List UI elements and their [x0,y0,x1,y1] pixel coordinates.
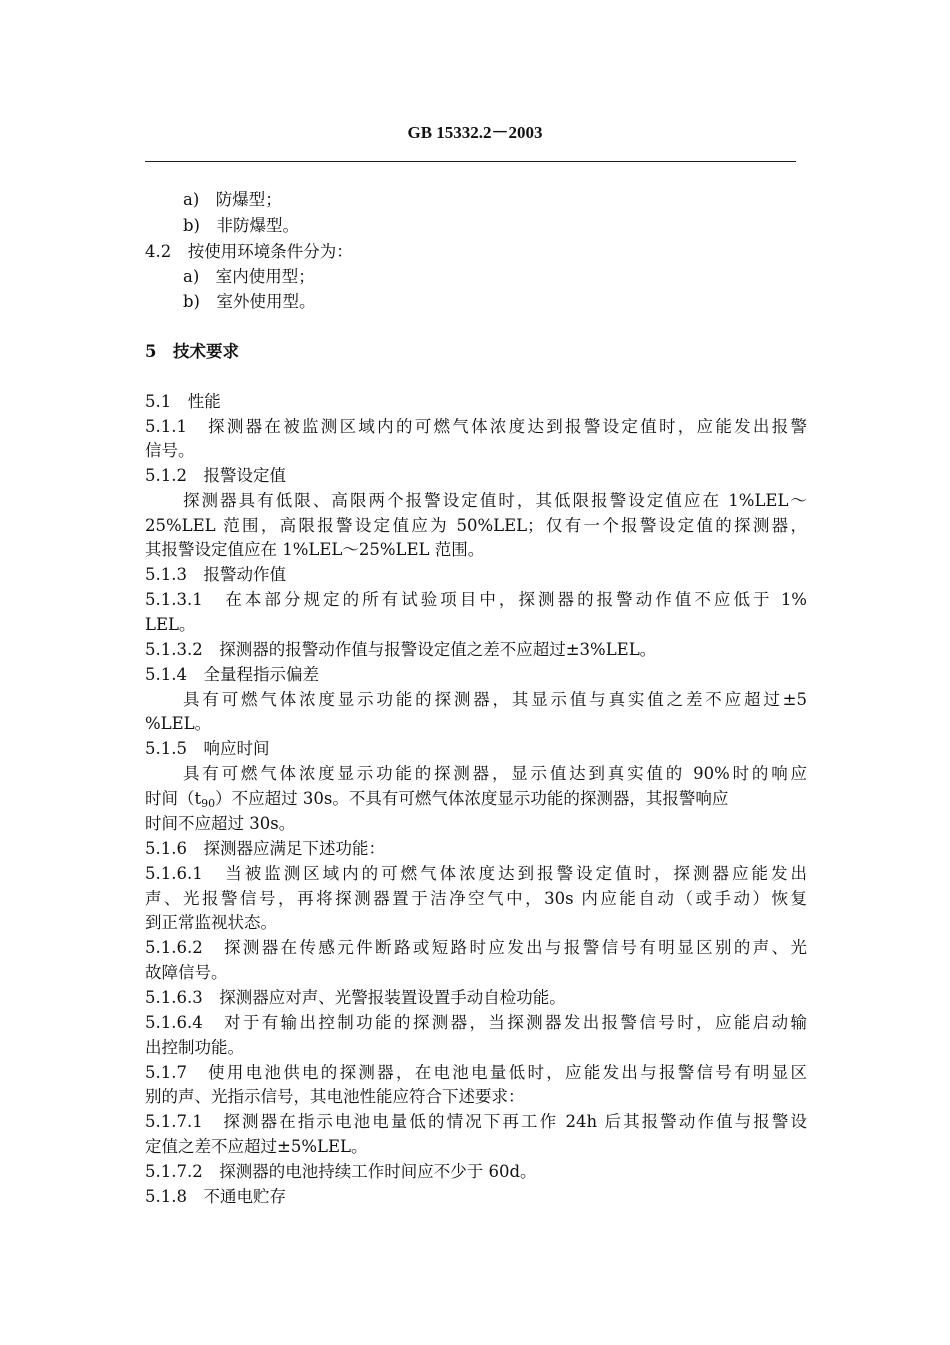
clause-text: 声、光报警信号，再将探测器置于洁净空气中，30s 内应能自动（或手动）恢复 [145,889,807,908]
clause-5-1-2: 5.1.2 报警设定值 [145,466,286,485]
clause-4-2: 4.2 按使用环境条件分为： [145,242,353,261]
clause-text: 到正常监视状态。 [145,913,277,932]
clause-text: 信号。 [145,441,195,460]
clause-5-1-5: 5.1.5 响应时间 [145,739,270,758]
section-heading-5: 5 技术要求 [145,342,239,361]
clause-text: 具有可燃气体浓度显示功能的探测器，显示值达到真实值的 90%时的响应 [183,764,807,783]
clause-text: 定值之差不应超过±5%LEL。 [145,1137,368,1156]
clause-5-1-3: 5.1.3 报警动作值 [145,565,286,584]
clause-text: 出控制功能。 [145,1038,244,1057]
list-item: a) 室内使用型； [183,267,315,286]
clause-5-1-7: 5.1.7 使用电池供电的探测器，在电池电量低时，应能发出与报警信号有明显区 [145,1063,807,1082]
clause-5-1-7-1: 5.1.7.1 探测器在指示电池电量低的情况下再工作 24h 后其报警动作值与报警设 [145,1112,807,1131]
clause-5-1-6-3: 5.1.6.3 探测器应对声、光警报装置设置手动自检功能。 [145,988,566,1007]
clause-5-1-8: 5.1.8 不通电贮存 [145,1187,286,1206]
clause-5-1-6: 5.1.6 探测器应满足下述功能： [145,839,385,858]
clause-5-1-6-1: 5.1.6.1 当被监测区域内的可燃气体浓度达到报警设定值时，探测器应能发出 [145,864,807,883]
clause-text: %LEL。 [145,714,212,733]
text-fragment: 时间（t [145,789,202,808]
clause-5-1-4: 5.1.4 全量程指示偏差 [145,665,319,684]
clause-text: 别的声、光指示信号，其电池性能应符合下述要求： [145,1087,525,1106]
clause-text: 其报警设定值应在 1%LEL～25%LEL 范围。 [145,540,485,559]
standard-number-header: GB 15332.2－2003 [407,123,543,142]
list-item: a) 防爆型； [183,190,282,209]
clause-5-1-6-2: 5.1.6.2 探测器在传感元件断路或短路时应发出与报警信号有明显区别的声、光 [145,938,807,957]
clause-5-1: 5.1 性能 [145,392,221,411]
text-fragment: ）不应超过 30s。不具有可燃气体浓度显示功能的探测器，其报警响应 [215,789,729,808]
clause-text: 故障信号。 [145,963,228,982]
header-rule [145,161,796,162]
clause-5-1-7-2: 5.1.7.2 探测器的电池持续工作时间应不少于 60d。 [145,1162,537,1181]
clause-text: 具有可燃气体浓度显示功能的探测器，其显示值与真实值之差不应超过±5 [183,690,807,709]
clause-5-1-6-4: 5.1.6.4 对于有输出控制功能的探测器，当探测器发出报警信号时，应能启动输 [145,1013,807,1032]
clause-5-1-3-2: 5.1.3.2 探测器的报警动作值与报警设定值之差不应超过±3%LEL。 [145,640,657,659]
clause-text: 探测器具有低限、高限两个报警设定值时，其低限报警设定值应在 1%LEL～ [183,491,807,510]
clause-5-1-1: 5.1.1 探测器在被监测区域内的可燃气体浓度达到报警设定值时，应能发出报警 [145,417,807,436]
clause-text: LEL。 [145,615,196,634]
list-item: b) 室外使用型。 [183,292,316,311]
clause-text: 25%LEL 范围，高限报警设定值应为 50%LEL；仅有一个报警设定值的探测器， [145,516,807,535]
subscript-90: 90 [201,797,216,810]
clause-5-1-3-1: 5.1.3.1 在本部分规定的所有试验项目中，探测器的报警动作值不应低于 1% [145,590,807,609]
list-item: b) 非防爆型。 [183,216,299,235]
clause-text: 时间不应超过 30s。 [145,814,296,833]
